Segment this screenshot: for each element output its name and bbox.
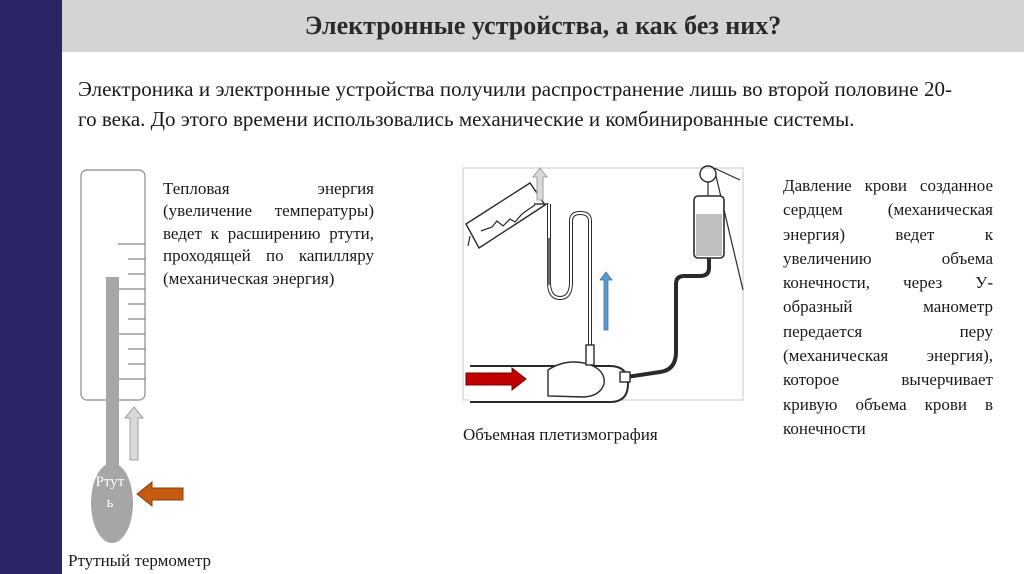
chamber-valve — [586, 345, 594, 365]
thermometer-caption: Ртутный термометр — [68, 551, 212, 570]
expansion-arrow-icon — [125, 407, 143, 460]
heat-arrow-icon — [137, 482, 183, 506]
plethysmography-caption: Объемная плетизмография — [463, 425, 658, 444]
mercury-label: Ртуть — [95, 474, 125, 511]
thermometer-description: Тепловая энергия (увеличение температуры) ведет к расширению ртути, проходящей по капилляру (механическая энергия) — [163, 179, 374, 288]
plethysmograph-illustration — [463, 166, 743, 402]
bottle-water — [696, 214, 722, 256]
chamber-outlet — [620, 372, 630, 382]
intro-paragraph: Электроника и электронные устройства получили распространение лишь во второй половине 20-го века. До этого времени использовались механические и комбинированные системы. — [78, 77, 952, 131]
slide-title: Электронные устройства, а как без них? — [304, 11, 782, 40]
hand — [548, 362, 604, 397]
mercury-column — [106, 277, 119, 473]
plethysmography-description: Давление крови созданное сердцем (механическая энергия) ведет к увеличению объема конечности, через У-образный манометр передается перу (механическая энергия), которое вычерчивает кривую объема крови в конечности — [783, 176, 993, 438]
